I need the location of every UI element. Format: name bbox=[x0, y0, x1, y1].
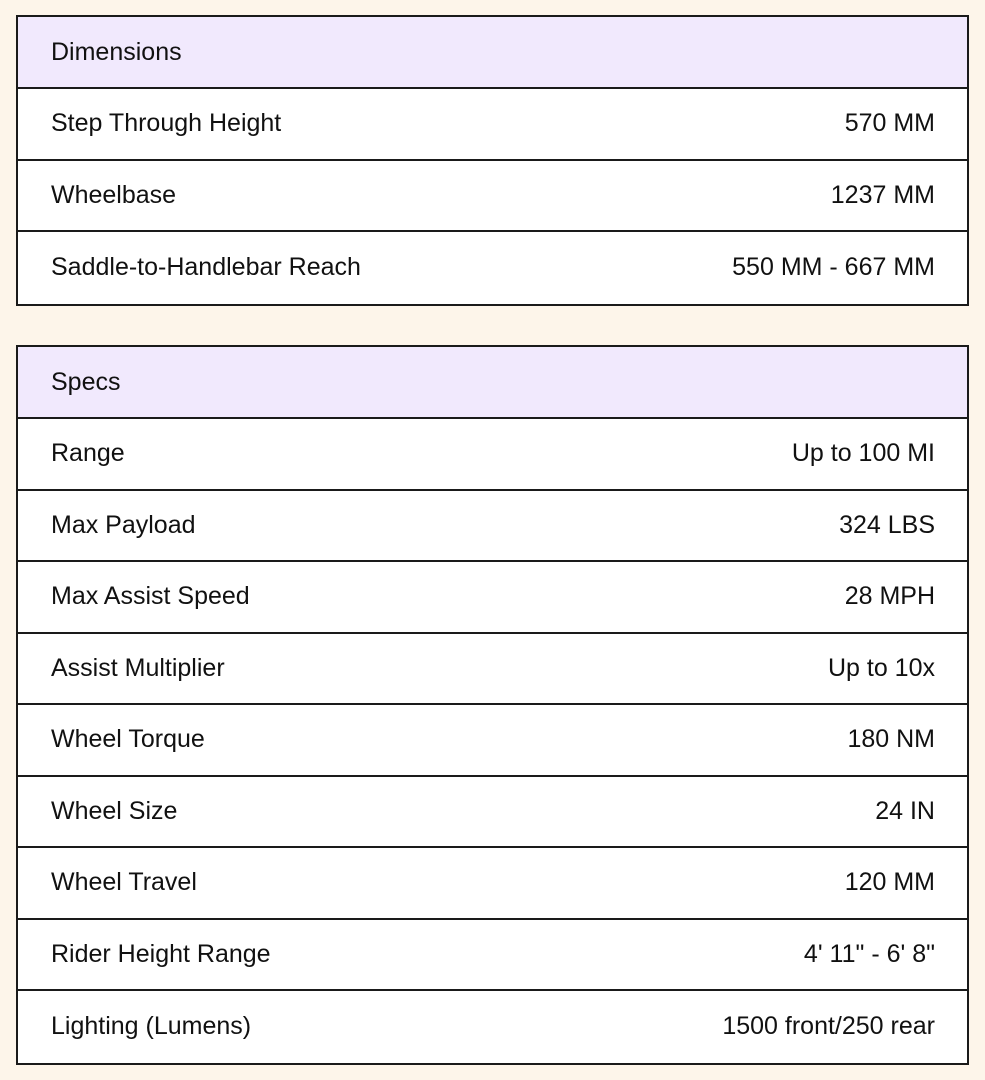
row-label: Wheelbase bbox=[51, 180, 177, 209]
row-value: 570 MM bbox=[844, 109, 935, 138]
table-row-wheelbase bbox=[18, 161, 967, 233]
dimensions-header bbox=[18, 17, 967, 89]
row-value: 324 LBS bbox=[839, 510, 935, 539]
row-value: Up to 10x bbox=[827, 653, 935, 682]
specs-title: Specs bbox=[51, 367, 121, 396]
table-row-lighting-lumens bbox=[18, 991, 967, 1063]
row-label: Range bbox=[51, 439, 125, 468]
table-row-step-through-height bbox=[18, 89, 967, 161]
table-row-max-assist-speed bbox=[18, 562, 967, 634]
row-value: 24 IN bbox=[875, 796, 935, 825]
table-row-rider-height-range bbox=[18, 920, 967, 992]
row-value: 1237 MM bbox=[830, 180, 935, 209]
row-value: 180 NM bbox=[847, 725, 935, 754]
row-label: Wheel Torque bbox=[51, 725, 205, 754]
row-value: 550 MM - 667 MM bbox=[732, 253, 935, 282]
row-value: 1500 front/250 rear bbox=[722, 1012, 935, 1041]
table-row-wheel-torque bbox=[18, 705, 967, 777]
table-row-assist-multiplier bbox=[18, 634, 967, 706]
row-label: Wheel Size bbox=[51, 796, 178, 825]
row-label: Wheel Travel bbox=[51, 868, 197, 897]
row-label: Rider Height Range bbox=[51, 939, 271, 968]
row-value: 120 MM bbox=[844, 868, 935, 897]
table-row-range bbox=[18, 419, 967, 491]
row-value: Up to 100 MI bbox=[791, 439, 935, 468]
table-row-max-payload bbox=[18, 491, 967, 563]
row-label: Assist Multiplier bbox=[51, 653, 225, 682]
row-value: 28 MPH bbox=[844, 582, 935, 611]
row-label: Saddle-to-Handlebar Reach bbox=[51, 253, 361, 282]
table-row-wheel-size bbox=[18, 777, 967, 849]
row-label: Max Assist Speed bbox=[51, 582, 250, 611]
specs-header bbox=[18, 347, 967, 419]
specs-table bbox=[16, 345, 969, 1065]
table-row-wheel-travel bbox=[18, 848, 967, 920]
dimensions-title: Dimensions bbox=[51, 37, 182, 66]
row-label: Lighting (Lumens) bbox=[51, 1012, 252, 1041]
dimensions-table bbox=[16, 15, 969, 306]
row-label: Max Payload bbox=[51, 510, 196, 539]
row-value: 4' 11" - 6' 8" bbox=[803, 939, 935, 968]
table-row-saddle-to-handlebar-reach bbox=[18, 232, 967, 304]
row-label: Step Through Height bbox=[51, 109, 282, 138]
